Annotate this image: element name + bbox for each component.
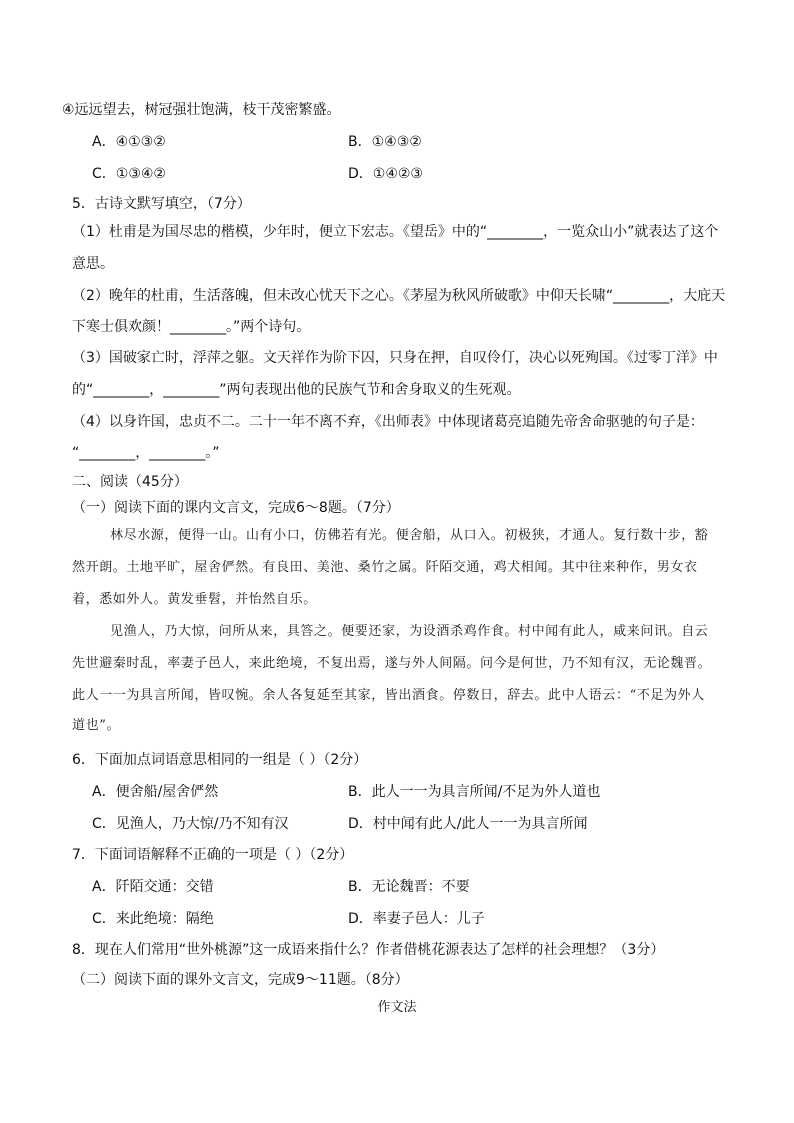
- q5-part2-line2: 下寒士俱欢颜！________。”两个诗句。: [72, 319, 311, 335]
- q4-option-c: C．①③④②: [92, 166, 166, 182]
- passage-line: 然开朗。土地平旷，屋舍俨然。有良田、美池、桑竹之属。阡陌交通，鸡犬相闻。其中往来种作，男女衣: [72, 560, 698, 575]
- q4-option-a: A．④①③②: [92, 134, 166, 150]
- q5-title: 5．古诗文默写填空，（7分）: [72, 196, 251, 212]
- q6-option-b: B．此人一一为具言所闻/不足为外人道也: [348, 784, 601, 800]
- q5-part2-line1: （2）晚年的杜甫，生活落魄，但未改心忧天下之心。《茅屋为秋风所破歌》中仰天长啸“________，大庇天: [72, 288, 726, 304]
- q5-part3-line2: 的“________，________”两句表现出他的民族气节和舍身取义的生死观。: [72, 382, 521, 398]
- q4-option-d: D．①④②③: [348, 166, 423, 182]
- passage-line: 着，悉如外人。黄发垂髫，并怡然自乐。: [72, 592, 317, 607]
- article-title: 作文法: [377, 1000, 417, 1015]
- q8-stem: 8．现在人们常用“世外桃源”这一成语来指什么？作者借桃花源表达了怎样的社会理想？（3分）: [72, 942, 665, 958]
- passage-line: 先世避秦时乱，率妻子邑人，来此绝境，不复出焉，遂与外人间隔。问今是何世，乃不知有汉，无论魏晋。: [72, 656, 712, 671]
- reading-2-instructions: （二）阅读下面的课外文言文，完成9～11题。（8分）: [72, 972, 409, 988]
- passage-line: 此人一一为具言所闻，皆叹惋。余人各复延至其家，皆出酒食。停数日，辞去。此中人语云：“不足为外人: [72, 688, 705, 703]
- q7-stem: 7．下面词语解释不正确的一项是（ ）（2分）: [72, 847, 354, 863]
- q7-option-b: B．无论魏晋：不要: [348, 879, 470, 895]
- q6-option-d: D．村中闻有此人/此人一一为具言所闻: [348, 816, 588, 832]
- q6-option-a: A．便舍船/屋舍俨然: [92, 784, 219, 800]
- reading-1-instructions: （一）阅读下面的课内文言文，完成6～8题。（7分）: [72, 500, 400, 516]
- q7-option-d: D．率妻子邑人：儿子: [348, 911, 485, 927]
- passage-line: 见渔人，乃大惊，问所从来，具答之。便要还家，为设酒杀鸡作食。村中闻有此人，咸来问讯。自云: [110, 624, 709, 639]
- q5-part4-line2: “________，________。”: [72, 445, 220, 461]
- passage-line: 道也”。: [72, 718, 121, 733]
- passage-line: 林尽水源，便得一山。山有小口，仿佛若有光。便舍船，从口入。初极狭，才通人。复行数十步，豁: [110, 528, 709, 543]
- q5-part3-line1: （3）国破家亡时，浮萍之躯。文天祥作为阶下囚，只身在押，自叹伶仃，决心以死殉国。《过零丁洋》中: [72, 350, 718, 366]
- q4-option-b: B．①④③②: [348, 134, 422, 150]
- q6-option-c: C．见渔人，乃大惊/乃不知有汉: [92, 816, 289, 832]
- q5-part4-line1: （4）以身许国，忠贞不二。二十一年不离不弃，《出师表》中体现诸葛亮追随先帝舍命驱驰的句子是：: [72, 414, 704, 430]
- q5-part1-line2: 意思。: [72, 256, 114, 272]
- q7-option-c: C．来此绝境：隔绝: [92, 911, 214, 927]
- q4-item4: ④远远望去，树冠强壮饱满，枝干茂密繁盛。: [62, 102, 341, 118]
- section-2-title: 二、阅读（45分）: [72, 474, 188, 490]
- q5-part1-line1: （1）杜甫是为国尽忠的楷模，少年时，便立下宏志。《望岳》中的“________，一览众山小”就表达了这个: [72, 224, 719, 240]
- q7-option-a: A．阡陌交通：交错: [92, 879, 214, 895]
- q6-stem: 6．下面加点词语意思相同的一组是（ ）（2分）: [72, 752, 368, 768]
